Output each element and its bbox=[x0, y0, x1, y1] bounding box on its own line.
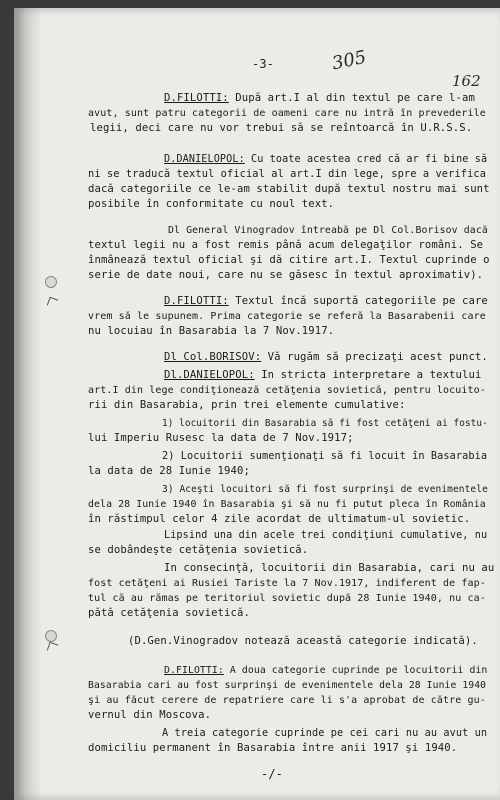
paragraph-line: In consecinţă, locuitorii din Basarabia, cari nu au bbox=[164, 562, 495, 574]
paragraph-line: şi au făcut cerere de repatriere care li s'a aprobat de către gu- bbox=[88, 695, 486, 706]
paragraph-line: Dl General Vinogradov întreabă pe Dl Col.Borisov dacă bbox=[168, 225, 488, 236]
page-footer-mark: -/- bbox=[261, 767, 283, 781]
handwritten-folio-number: 305 bbox=[330, 46, 369, 75]
paragraph-line: vernul din Moscova. bbox=[88, 709, 212, 721]
speaker-name: D.DANIELOPOL: bbox=[164, 154, 245, 165]
paragraph-line: ni se traducă textul oficial al art.I din lege, spre a verifica bbox=[88, 168, 487, 180]
paragraph-line: pătă cetăţenia sovietică. bbox=[88, 607, 250, 619]
paragraph-line: D.FILOTTI: A doua categorie cuprinde pe locuitorii din bbox=[164, 665, 488, 676]
list-item-continued: lui Imperiu Rusesc la data de 7 Nov.1917; bbox=[88, 432, 354, 444]
paragraph-line: înmânează textul oficial şi dă citire art.I. Textul cuprinde o bbox=[88, 254, 490, 266]
paragraph-line: fost cetăţeni ai Rusiei Tariste la 7 Nov.1917, indiferent de fap- bbox=[88, 578, 486, 589]
paragraph-line: D.FILOTTI: După art.I al din textul pe care l-am bbox=[164, 92, 475, 104]
paragraph-line: rii din Basarabia, prin trei elemente cumulative: bbox=[88, 399, 406, 411]
margin-mark bbox=[47, 297, 59, 309]
paragraph-line: nu locuiau în Basarabia la 7 Nov.1917. bbox=[88, 325, 335, 337]
speaker-name: Dl Col.BORISOV: bbox=[164, 351, 262, 363]
paragraph-line: Dl.DANIELOPOL: In stricta interpretare a textului bbox=[164, 369, 482, 381]
list-item-continued: în răstimpul celor 4 zile acordat de ultimatum-ul sovietic. bbox=[88, 513, 471, 525]
paragraph-line: dacă categoriile ce le-am stabilit după textul nostru mai sunt bbox=[88, 183, 490, 195]
margin-mark bbox=[47, 642, 59, 654]
punch-hole bbox=[45, 276, 57, 288]
scan-shadow bbox=[14, 8, 42, 800]
speaker-name: D.FILOTTI: bbox=[164, 92, 229, 104]
page-number: -3- bbox=[252, 57, 274, 71]
paragraph-line: tul că au rămas pe teritoriul sovietic după 28 Iunie 1940, nu ca- bbox=[88, 593, 486, 604]
paragraph-line: legii, deci care nu vor trebui să se reîntoarcă în U.R.S.S. bbox=[90, 122, 473, 134]
paragraph-line: posibile în conformitate cu noul text. bbox=[88, 198, 335, 210]
document-page bbox=[14, 8, 500, 800]
paragraph-line: art.I din lege condiţionează cetăţenia sovietică, pentru locuito- bbox=[88, 385, 486, 396]
list-item-continued: la data de 28 Iunie 1940; bbox=[88, 465, 250, 477]
paragraph-line: Lipsind una din acele trei condiţiuni cumulative, nu bbox=[164, 530, 488, 541]
list-item-continued: dela 28 Iunie 1940 în Basarabia şi să nu fi putut pleca în România bbox=[88, 499, 486, 510]
paragraph-line: (D.Gen.Vinogradov notează această categorie indicată). bbox=[128, 635, 478, 647]
speaker-name: D.FILOTTI: bbox=[164, 295, 229, 307]
list-item: 1) locuitorii din Basarabia să fi fost cetăţeni ai fostu- bbox=[162, 418, 488, 429]
list-item: 2) Locuitorii sumenţionaţi să fi locuit în Basarabia bbox=[162, 451, 488, 462]
paragraph-line: vrem să le supunem. Prima categorie se referă la Basarabenii care bbox=[88, 311, 486, 322]
speaker-name: Dl.DANIELOPOL: bbox=[164, 369, 255, 381]
paragraph-line: D.FILOTTI: Textul încă suportă categoriile pe care bbox=[164, 295, 488, 307]
paragraph-line: se dobândeşte cetăţenia sovietică. bbox=[88, 544, 309, 556]
paragraph-line: textul legii nu a fost remis până acum delegaţilor români. Se bbox=[88, 239, 484, 251]
list-item: 3) Aceşti locuitori să fi fost surprinşi de evenimentele bbox=[162, 484, 488, 495]
paragraph-line: domiciliu permanent în Basarabia între anii 1917 şi 1940. bbox=[88, 742, 458, 754]
paragraph-line: serie de date noui, care nu se găsesc în textul aproximativ). bbox=[88, 269, 484, 281]
paragraph-line: Dl Col.BORISOV: Vă rugăm să precizaţi acest punct. bbox=[164, 351, 488, 363]
paragraph-line: D.DANIELOPOL: Cu toate acestea cred că ar fi bine să bbox=[164, 154, 488, 165]
paragraph-line: avut, sunt patru categorii de oameni care nu intră în prevederile bbox=[88, 108, 486, 119]
punch-hole bbox=[45, 630, 57, 642]
speaker-name: D.FILOTTI: bbox=[164, 665, 224, 676]
paragraph-line: A treia categorie cuprinde pe cei cari nu au avut un bbox=[162, 728, 488, 739]
paragraph-line: Basarabia cari au fost surprinşi de evenimentele dela 28 Iunie 1940 bbox=[88, 680, 487, 691]
corner-folio-number: 162 bbox=[452, 72, 481, 90]
